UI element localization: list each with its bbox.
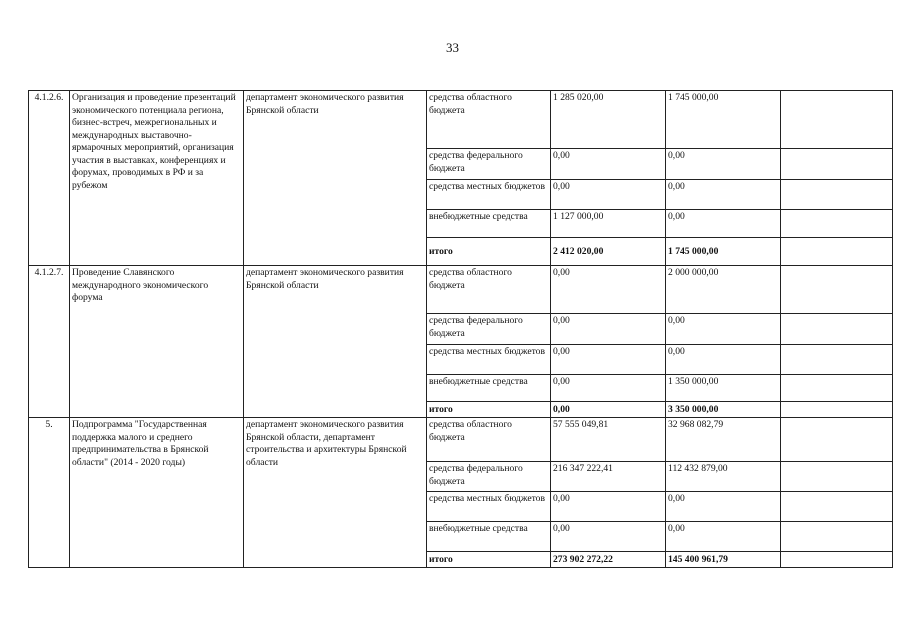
empty-cell [781, 345, 893, 375]
total-col2: 3 350 000,00 [666, 402, 781, 418]
total-col1: 273 902 272,22 [551, 552, 666, 568]
table-row [29, 91, 893, 149]
amount-col2: 1 350 000,00 [666, 375, 781, 402]
amount-col1: 0,00 [551, 266, 666, 314]
empty-cell [781, 402, 893, 418]
total-label: итого [427, 552, 551, 568]
amount-col2: 0,00 [666, 149, 781, 180]
funding-source: средства местных бюджетов [427, 180, 551, 210]
amount-col1: 0,00 [551, 314, 666, 345]
funding-source: внебюджетные средства [427, 375, 551, 402]
empty-cell [781, 91, 893, 149]
amount-col1: 216 347 222,41 [551, 462, 666, 492]
empty-cell [781, 210, 893, 238]
empty-cell [781, 462, 893, 492]
funding-source: средства местных бюджетов [427, 345, 551, 375]
total-col2: 145 400 961,79 [666, 552, 781, 568]
amount-col1: 57 555 049,81 [551, 418, 666, 462]
empty-cell [781, 314, 893, 345]
empty-cell [781, 266, 893, 314]
row-number: 4.1.2.6. [29, 91, 70, 266]
row-number: 4.1.2.7. [29, 266, 70, 418]
empty-cell [781, 149, 893, 180]
funding-source: средства областного бюджета [427, 266, 551, 314]
total-label: итого [427, 238, 551, 266]
page-number: 33 [446, 40, 459, 55]
executor: департамент экономического развития Брянской области [244, 91, 427, 266]
funding-source: средства областного бюджета [427, 418, 551, 462]
total-col2: 1 745 000,00 [666, 238, 781, 266]
amount-col2: 0,00 [666, 210, 781, 238]
amount-col2: 0,00 [666, 345, 781, 375]
amount-col1: 0,00 [551, 375, 666, 402]
funding-source: средства местных бюджетов [427, 492, 551, 522]
amount-col2: 0,00 [666, 492, 781, 522]
amount-col2: 112 432 879,00 [666, 462, 781, 492]
amount-col2: 0,00 [666, 314, 781, 345]
funding-source: средства федерального бюджета [427, 149, 551, 180]
amount-col1: 0,00 [551, 522, 666, 552]
amount-col2: 2 000 000,00 [666, 266, 781, 314]
amount-col2: 0,00 [666, 522, 781, 552]
row-number: 5. [29, 418, 70, 568]
amount-col1: 0,00 [551, 345, 666, 375]
funding-source: средства федерального бюджета [427, 314, 551, 345]
empty-cell [781, 418, 893, 462]
executor: департамент экономического развития Брянской области, департамент строительства и архитектуры Брянской области [244, 418, 427, 568]
funding-source: средства областного бюджета [427, 91, 551, 149]
executor: департамент экономического развития Брянской области [244, 266, 427, 418]
empty-cell [781, 375, 893, 402]
funding-source: внебюджетные средства [427, 210, 551, 238]
activity-name: Организация и проведение презентаций экономического потенциала региона, бизнес-встреч, межрегиональных и международных выставочно-ярмарочных мероприятий, организация участия в выставках, конференциях и форумах, проводимых в РФ и за рубежом [70, 91, 244, 266]
funding-source: средства федерального бюджета [427, 462, 551, 492]
empty-cell [781, 552, 893, 568]
empty-cell [781, 492, 893, 522]
amount-col1: 1 127 000,00 [551, 210, 666, 238]
total-label: итого [427, 402, 551, 418]
empty-cell [781, 522, 893, 552]
total-col1: 2 412 020,00 [551, 238, 666, 266]
amount-col2: 1 745 000,00 [666, 91, 781, 149]
empty-cell [781, 238, 893, 266]
amount-col2: 32 968 082,79 [666, 418, 781, 462]
total-col1: 0,00 [551, 402, 666, 418]
table-row [29, 418, 893, 462]
table-row [29, 266, 893, 314]
funding-source: внебюджетные средства [427, 522, 551, 552]
amount-col1: 0,00 [551, 149, 666, 180]
empty-cell [781, 180, 893, 210]
amount-col1: 0,00 [551, 180, 666, 210]
activity-name: Проведение Славянского международного экономического форума [70, 266, 244, 418]
amount-col1: 1 285 020,00 [551, 91, 666, 149]
amount-col2: 0,00 [666, 180, 781, 210]
amount-col1: 0,00 [551, 492, 666, 522]
budget-table [28, 90, 893, 568]
activity-name: Подпрограмма "Государственная поддержка малого и среднего предпринимательства в Брянской области" (2014 - 2020 годы) [70, 418, 244, 568]
